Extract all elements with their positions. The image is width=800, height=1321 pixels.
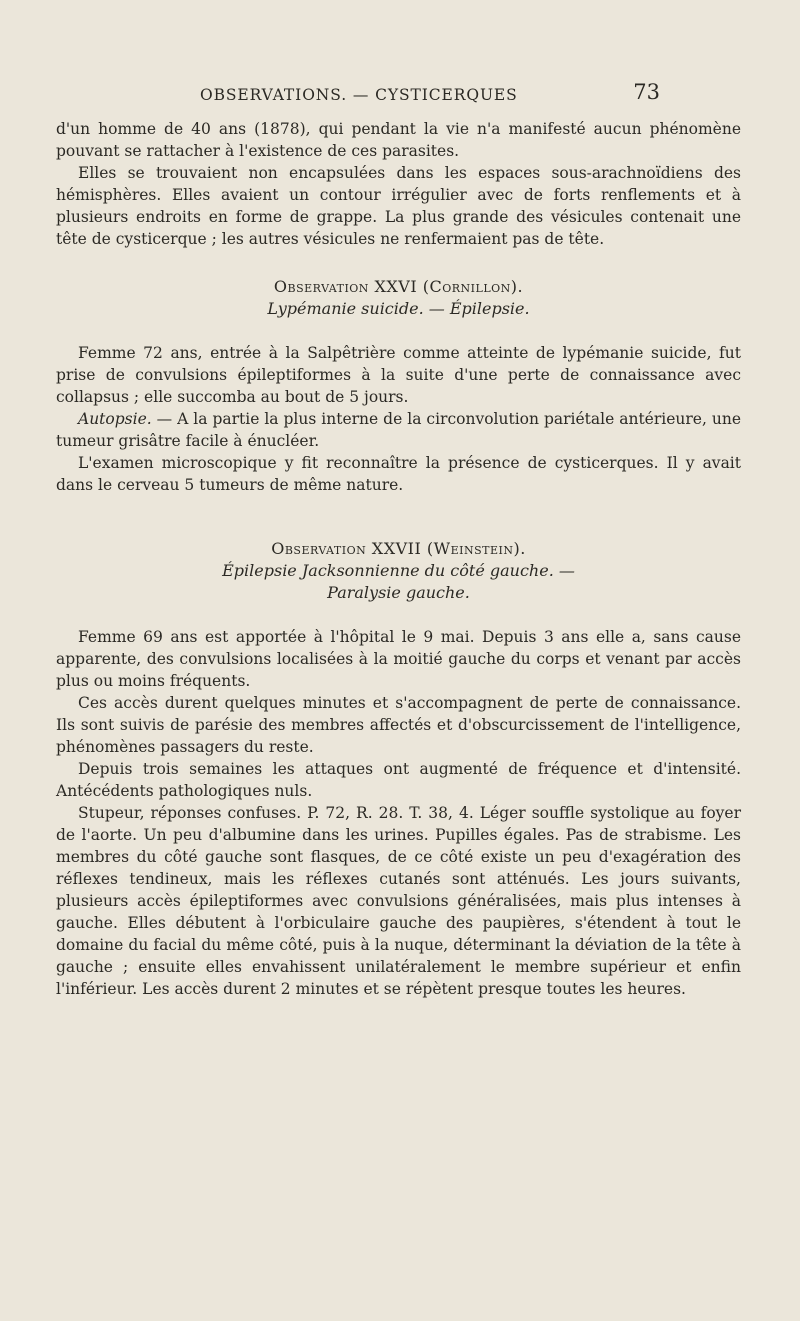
page-number: 73	[633, 80, 660, 104]
observation-26-paragraph-3: L'examen microscopique y fit reconnaître la présence de cysticerques. Il y avait dans le cerveau 5 tumeurs de même nature.	[56, 454, 741, 494]
observation-26-subtitle: Lypémanie suicide. — Épilepsie.	[267, 299, 530, 318]
observation-27-paragraph-2: Ces accès durent quelques minutes et s'accompagnent de perte de connaissance. Ils sont suivis de parésie des membres affectés et d'obscurcissement de l'intelligence, phénomènes passagers du reste.	[56, 694, 741, 756]
intro-paragraph-1: d'un homme de 40 ans (1878), qui pendant la vie n'a manifesté aucun phénomène pouvant se rattacher à l'existence de ces parasites.	[56, 120, 741, 160]
intro-paragraph-2: Elles se trouvaient non encapsulées dans les espaces sous-arachnoïdiens des hémisphères. Elles avaient un contour irrégulier avec de forts renflements et à plusieurs endroits en forme de grappe. La plus grande des vésicules contenait une tête de cysticerque ; les autres vésicules ne renfermaient pas de tête.	[56, 164, 741, 248]
observation-26-paragraph-1: Femme 72 ans, entrée à la Salpêtrière comme atteinte de lypémanie suicide, fut prise de convulsions épileptiformes à la suite d'une perte de connaissance avec collapsus ; elle succomba au bout de 5 jours.	[56, 344, 741, 406]
observation-27-paragraph-4: Stupeur, réponses confuses. P. 72, R. 28. T. 38, 4. Léger souffle systolique au foyer de l'aorte. Un peu d'albumine dans les urines. Pupilles égales. Pas de strabisme. Les membres du côté gauche sont flasques, de ce côté existe un peu d'exagération des réflexes tendineux, mais les réflexes cutanés sont atténués. Les jours suivants, plusieurs accès épileptiformes avec convulsions généralisées, mais plus intenses à gauche. Elles débutent à l'orbiculaire gauche des paupières, s'étendent à tout le domaine du facial du même côté, puis à la nuque, déterminant la déviation de la tête à gauche ; ensuite elles envahissent unilatéralement le membre supérieur et enfin l'inférieur. Les accès durent 2 minutes et se répètent presque toutes les heures.	[56, 804, 741, 998]
page-body	[56, 118, 741, 1000]
observation-26-text	[56, 342, 741, 496]
observation-27-title-suffix: ).	[513, 539, 526, 558]
observation-27-paragraph-1: Femme 69 ans est apportée à l'hôpital le 9 mai. Depuis 3 ans elle a, sans cause apparente, des convulsions localisées à la moitié gauche du corps et venant par accès plus ou moins fréquents.	[56, 628, 741, 690]
observation-26-label: Observation XXVI (	[273, 277, 430, 296]
running-head: OBSERVATIONS. — CYSTICERQUES	[200, 86, 518, 104]
observation-27-title	[56, 538, 741, 560]
observation-26-author: Cornillon	[429, 277, 511, 296]
observation-27-text	[56, 626, 741, 1000]
observation-26-title-suffix: ).	[510, 277, 524, 296]
autopsy-text: — A la partie la plus interne de la circonvolution pariétale antérieure, une tumeur grisâtre facile à énucléer.	[56, 410, 741, 450]
observation-27-label: Observation XXVII (	[271, 539, 434, 558]
observation-27-paragraph-3: Depuis trois semaines les attaques ont augmenté de fréquence et d'intensité. Antécédents pathologiques nuls.	[56, 760, 741, 800]
observation-26-autopsy	[56, 408, 741, 452]
autopsy-label: Autopsie.	[78, 410, 152, 428]
observation-27-subtitle-line-1: Épilepsie Jacksonnienne du côté gauche. —	[222, 561, 575, 580]
observation-27-subtitle-line-2: Paralysie gauche.	[327, 583, 470, 602]
observation-26-title	[56, 276, 741, 298]
observation-27-author: Weinstein	[433, 539, 514, 558]
page-header	[200, 80, 660, 116]
